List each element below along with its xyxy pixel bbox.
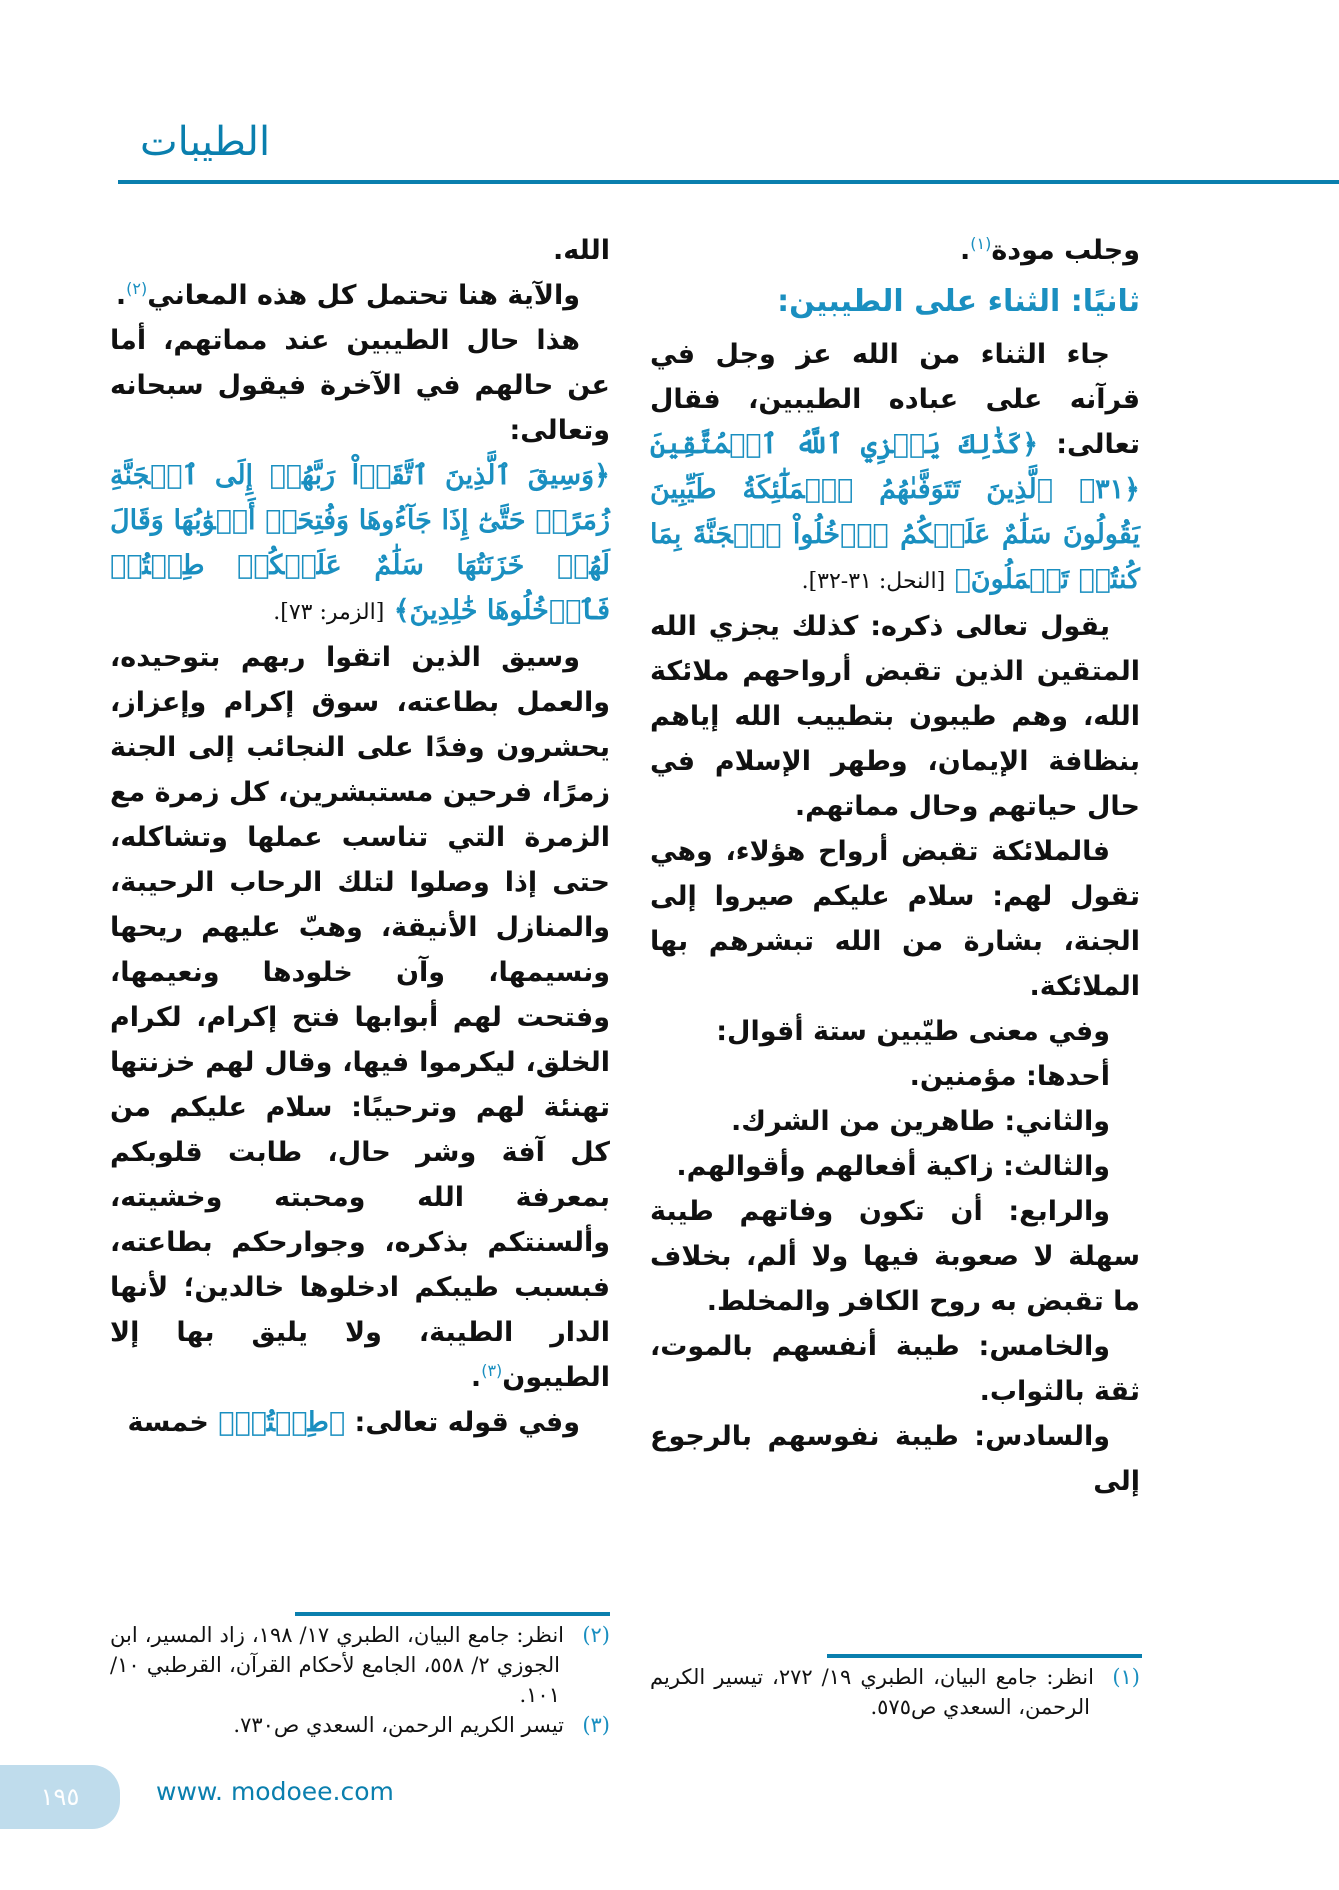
footnotes-left	[110, 1620, 610, 1740]
list-item: والخامس: طيبة أنفسهم بالموت، ثقة بالثواب.	[650, 1331, 1140, 1407]
verse-reference: [الزمر: ٧٣].	[273, 600, 385, 625]
footnote-ref[interactable]: (٣)	[481, 1361, 503, 1380]
paragraph: وسيق الذين اتقوا ربهم بتوحيده، والعمل بطاعته، سوق إكرام وإعزاز، يحشرون وفدًا على النجائب إلى الجنة زمرًا، فرحين مستبشرين، كل زمرة مع الزمرة التي تناسب عملها وتشاكله، حتى إذا وصلوا لتلك الرحاب الرحيبة، والمنازل الأنيقة، وهبّ عليهم ريحها ونسيمها، وآن خلودها ونعيمها، وفتحت لهم أبوابها فتح إكرام، لكرام الخلق، ليكرموا فيها، وقال لهم خزنتها تهنئة لهم وترحيبًا: سلام عليكم من كل آفة وشر حال، طابت قلوبكم بمعرفة الله ومحبته وخشيته، وألسنتكم بذكره، وجوارحكم بطاعته، فبسبب طيبكم ادخلوها خالدين؛ لأنها الدار الطيبة، ولا يليق بها إلا الطيبون$^{(٣)}$.	[110, 642, 610, 1393]
footnote: (٢)انظر: جامع البيان، الطبري ١٧/ ١٩٨، زاد المسير، ابن الجوزي ٢/ ٥٥٨، الجامع لأحكام القرآن، القرطبي ١٠/ ١٠١.	[110, 1623, 610, 1707]
page-number-badge	[0, 1765, 120, 1829]
page-number: ١٩٥	[40, 1783, 80, 1811]
paragraph: جاء الثناء من الله عز وجل في قرآنه على عباده الطيبين، فقال تعالى: ﴿كَذَٰلِكَ يَجۡزِي ٱللَّهُ ٱلۡمُتَّقِينَ ﴿٣١﴾ ٱلَّذِينَ تَتَوَفَّىٰهُمُ ٱلۡمَلَٰٓئِكَةُ طَيِّبِينَ يَقُولُونَ سَلَٰمٌ عَلَيۡكُمُ ٱدۡخُلُواْ ٱلۡجَنَّةَ بِمَا كُنتُمۡ تَعۡمَلُونَ﴾ [النحل: ٣١-٣٢].	[650, 339, 1140, 595]
list-item: والثالث: زاكية أفعالهم وأقوالهم.	[676, 1151, 1110, 1182]
footnote-ref[interactable]: (١)	[970, 234, 992, 253]
quran-verse: ﴿كَذَٰلِكَ يَجۡزِي ٱللَّهُ ٱلۡمُتَّقِينَ ﴿٣١﴾ ٱلَّذِينَ تَتَوَفَّىٰهُمُ ٱلۡمَلَٰٓئِكَةُ طَيِّبِينَ يَقُولُونَ سَلَٰمٌ عَلَيۡكُمُ ٱدۡخُلُواْ ٱلۡجَنَّةَ بِمَا كُنتُمۡ تَعۡمَلُونَ﴾	[650, 429, 1140, 595]
quran-verse: ﴿وَسِيقَ ٱلَّذِينَ ٱتَّقَوۡاْ رَبَّهُمۡ إِلَى ٱلۡجَنَّةِ زُمَرًاۖ حَتَّىٰٓ إِذَا جَآءُوهَا وَفُتِحَتۡ أَبۡوَٰبُهَا وَقَالَ لَهُمۡ خَزَنَتُهَا سَلَٰمٌ عَلَيۡكُمۡ طِبۡتُمۡ فَٱدۡخُلُوهَا خَٰلِدِينَ﴾	[110, 460, 610, 626]
footnote-divider-left	[295, 1612, 610, 1616]
header-divider	[118, 180, 1339, 184]
paragraph: وفي قوله تعالى: ﴿طِبۡتُمۡ﴾ خمسة	[127, 1407, 580, 1438]
paragraph: وفي معنى طيّبين ستة أقوال:	[716, 1016, 1110, 1047]
left-column	[110, 228, 610, 1445]
section-heading: ثانيًا: الثناء على الطيبين:	[777, 284, 1140, 319]
footnotes-right	[650, 1662, 1140, 1722]
list-item: والثاني: طاهرين من الشرك.	[731, 1106, 1110, 1137]
paragraph: فالملائكة تقبض أرواح هؤلاء، وهي تقول لهم: سلام عليكم صيروا إلى الجنة، بشارة من الله تبشرهم بها الملائكة.	[650, 836, 1140, 1002]
footnote: (١)انظر: جامع البيان، الطبري ١٩/ ٢٧٢، تيسير الكريم الرحمن، السعدي ص٥٧٥.	[650, 1665, 1140, 1719]
footnote-ref[interactable]: (٢)	[126, 279, 148, 298]
list-item: والرابع: أن تكون وفاتهم طيبة سهلة لا صعوبة فيها ولا ألم، بخلاف ما تقبض به روح الكافر والمخلط.	[650, 1196, 1140, 1317]
list-item: والسادس: طيبة نفوسهم بالرجوع إلى	[650, 1421, 1140, 1497]
verse-reference: [النحل: ٣١-٣٢].	[801, 569, 946, 594]
website-link[interactable]: www. modoee.com	[156, 1777, 394, 1806]
paragraph: الله.	[552, 235, 610, 266]
quran-word: ﴿طِبۡتُمۡ﴾	[218, 1407, 346, 1438]
list-item: أحدها: مؤمنين.	[909, 1061, 1110, 1092]
paragraph: والآية هنا تحتمل كل هذه المعاني$^{(٢)}$.	[115, 279, 580, 311]
chapter-title: الطيبات	[140, 119, 271, 165]
footnote: (٣)تيسر الكريم الرحمن، السعدي ص٧٣٠.	[233, 1713, 610, 1737]
paragraph: وجلب مودة$^{(١)}$.	[959, 234, 1140, 266]
paragraph: هذا حال الطيبين عند مماتهم، أما عن حالهم في الآخرة فيقول سبحانه وتعالى:	[110, 325, 610, 446]
paragraph	[110, 453, 610, 635]
footnote-divider-right	[827, 1654, 1142, 1658]
paragraph: يقول تعالى ذكره: كذلك يجزي الله المتقين الذين تقبض أرواحهم ملائكة الله، وهم طيبون بتطييب الله إياهم بنظافة الإيمان، وطهر الإسلام في حال حياتهم وحال مماتهم.	[650, 611, 1140, 822]
right-column	[650, 228, 1140, 1504]
